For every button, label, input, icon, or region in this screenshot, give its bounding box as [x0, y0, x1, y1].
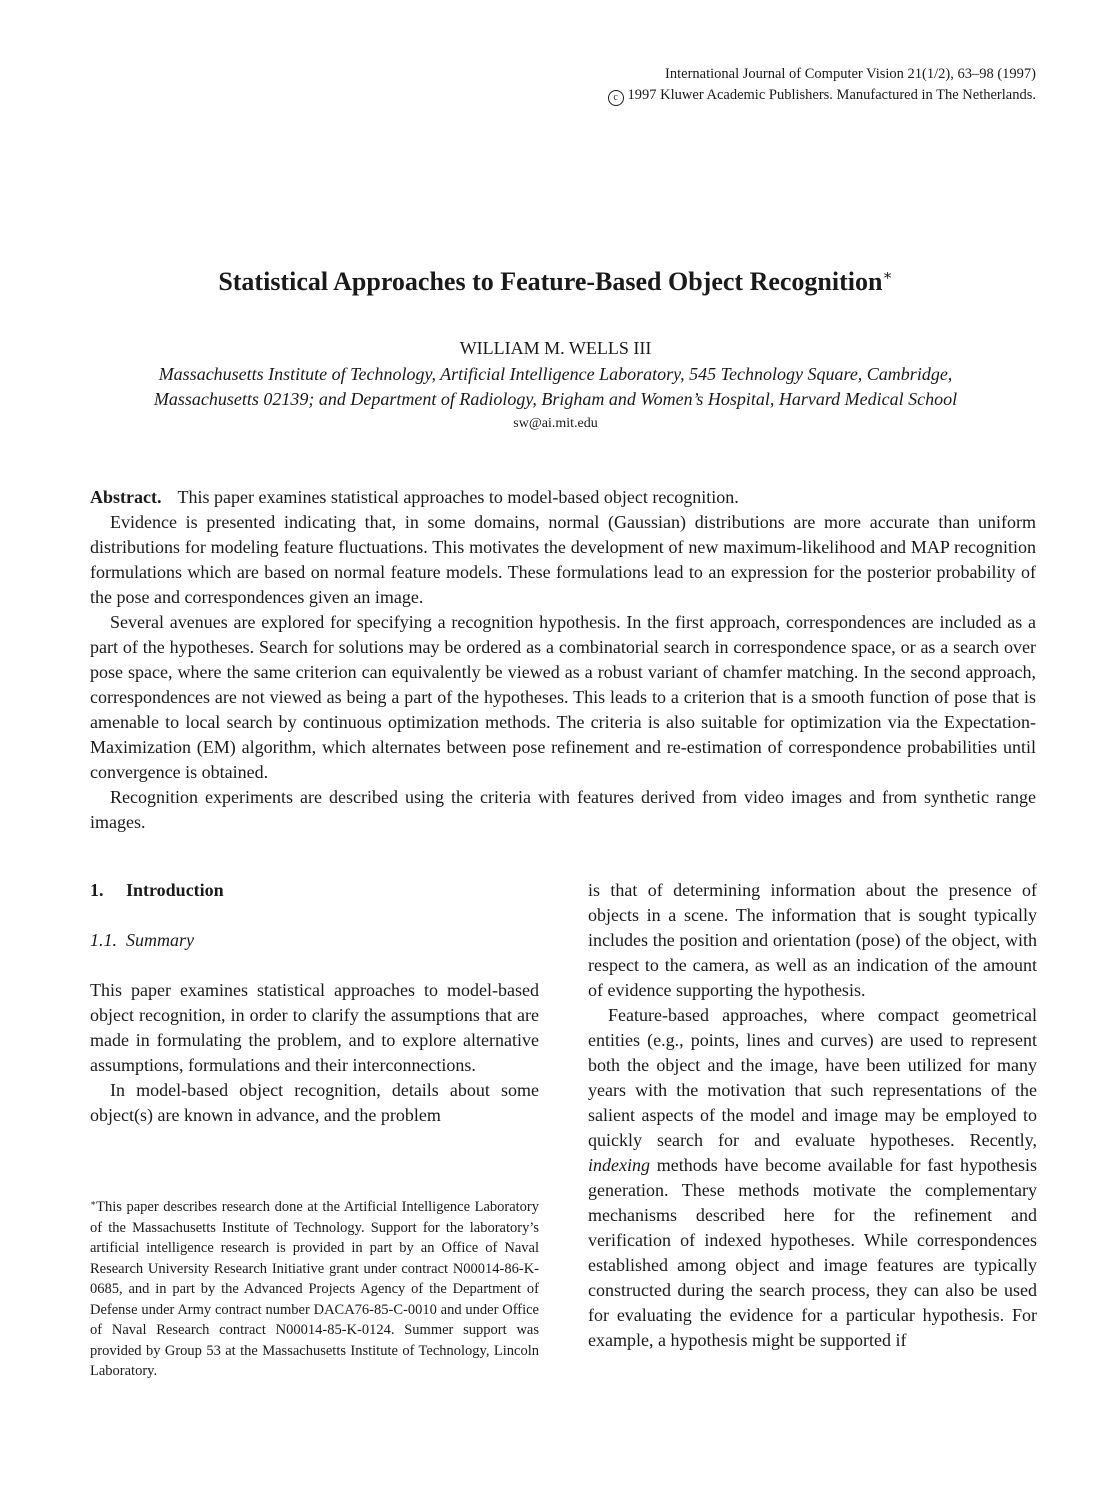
emphasized-term: indexing: [588, 1155, 650, 1175]
journal-header: [608, 64, 1036, 106]
author-email: sw@ai.mit.edu: [513, 416, 598, 431]
author-name: WILLIAM M. WELLS III: [459, 338, 652, 358]
abstract-paragraph: Recognition experiments are described using the criteria with features derived from video images and from synthetic range images.: [90, 787, 1036, 832]
body-paragraph: [588, 1003, 1037, 1353]
section-number: 1.: [90, 880, 104, 900]
copyright-line: [608, 85, 1036, 106]
paper-title-text: Statistical Approaches to Feature-Based Object Recognition: [218, 267, 883, 296]
footnote-text: This paper describes research done at the Artificial Intelligence Laboratory of the Massachusetts Institute of Technology. Support for the laboratory’s artificial intelligence research is provided in part by an Office of Naval Research University Research Initiative grant under contract N00014-86-K-0685, and in part by the Advanced Projects Agency of the Department of Defense under Army contract number DACA76-85-C-0010 and under Office of Naval Research contract N00014-85-K-0124. Summer support was provided by Group 53 at the Massachusetts Institute of Technology, Lincoln Laboratory.: [90, 1199, 539, 1379]
author-affiliation: [60, 362, 1051, 412]
footnote-mark: ∗: [90, 1198, 97, 1208]
right-column: [588, 878, 1037, 1353]
subsection-title: Summary: [126, 930, 194, 950]
abstract-label: Abstract.: [90, 487, 162, 507]
abstract-paragraph: Evidence is presented indicating that, in some domains, normal (Gaussian) distributions are more accurate than uniform distributions for modeling feature fluctuations. This motivates the development of new maximum-likelihood and MAP recognition formulations which are based on normal feature models. These formulations lead to an expression for the posterior probability of the pose and correspondences given an image.: [90, 512, 1036, 607]
body-text: methods have become available for fast hypothesis generation. These methods motivate the complementary mechanisms described here for the refinement and verification of indexed hypotheses. While correspondences established among object and image features are typically constructed during the search process, they can also be used for evaluating the evidence for a particular hypothesis. For example, a hypothesis might be supported if: [588, 1155, 1037, 1350]
title-footnote-mark: ∗: [882, 268, 893, 284]
body-text: Feature-based approaches, where compact geometrical entities (e.g., points, lines and curves) are used to represent both the object and the image, have been utilized for many years with the motivation that such representations of the salient aspects of the model and image may be employed to quickly search for and evaluate hypotheses. Recently,: [588, 1005, 1037, 1150]
footnote: [90, 1193, 539, 1382]
affiliation-line-1: Massachusetts Institute of Technology, Artificial Intelligence Laboratory, 545 Technology Square, Cambridge,: [158, 364, 953, 384]
abstract: [90, 485, 1036, 835]
journal-citation: International Journal of Computer Vision 21(1/2), 63–98 (1997): [665, 66, 1036, 82]
subsection-number: 1.1.: [90, 930, 117, 950]
affiliation-line-2: Massachusetts 02139; and Department of Radiology, Brigham and Women’s Hospital, Harvard Medical School: [153, 389, 958, 409]
subsection-heading: [90, 928, 539, 953]
paper-title: [0, 266, 1111, 297]
abstract-text: This paper examines statistical approaches to model-based object recognition.: [177, 487, 739, 507]
body-paragraph: In model-based object recognition, details about some object(s) are known in advance, and the problem: [90, 1080, 539, 1125]
body-paragraph: This paper examines statistical approaches to model-based object recognition, in order to clarify the assumptions that are made in formulating the problem, and to explore alternative assumptions, formulations and their interconnections.: [90, 980, 539, 1075]
abstract-paragraph: [90, 485, 1036, 510]
section-title: Introduction: [126, 880, 224, 900]
section-heading: [90, 878, 539, 903]
copyright-text: 1997 Kluwer Academic Publishers. Manufactured in The Netherlands.: [627, 87, 1036, 103]
body-paragraph: is that of determining information about the presence of objects in a scene. The information that is sought typically includes the position and orientation (pose) of the object, with respect to the camera, as well as an indication of the amount of evidence supporting the hypothesis.: [588, 880, 1037, 1000]
copyright-icon: c: [608, 90, 624, 106]
left-column: [90, 878, 539, 1128]
abstract-paragraph: Several avenues are explored for specifying a recognition hypothesis. In the first approach, correspondences are included as a part of the hypotheses. Search for solutions may be ordered as a combinatorial search in correspondence space, or as a search over pose space, where the same criterion can equivalently be viewed as a robust variant of chamfer matching. In the second approach, correspondences are not viewed as being a part of the hypotheses. This leads to a criterion that is a smooth function of pose that is amenable to local search by continuous optimization methods. The criteria is also suitable for optimization via the Expectation-Maximization (EM) algorithm, which alternates between pose refinement and re-estimation of correspondence probabilities until convergence is obtained.: [90, 612, 1036, 782]
